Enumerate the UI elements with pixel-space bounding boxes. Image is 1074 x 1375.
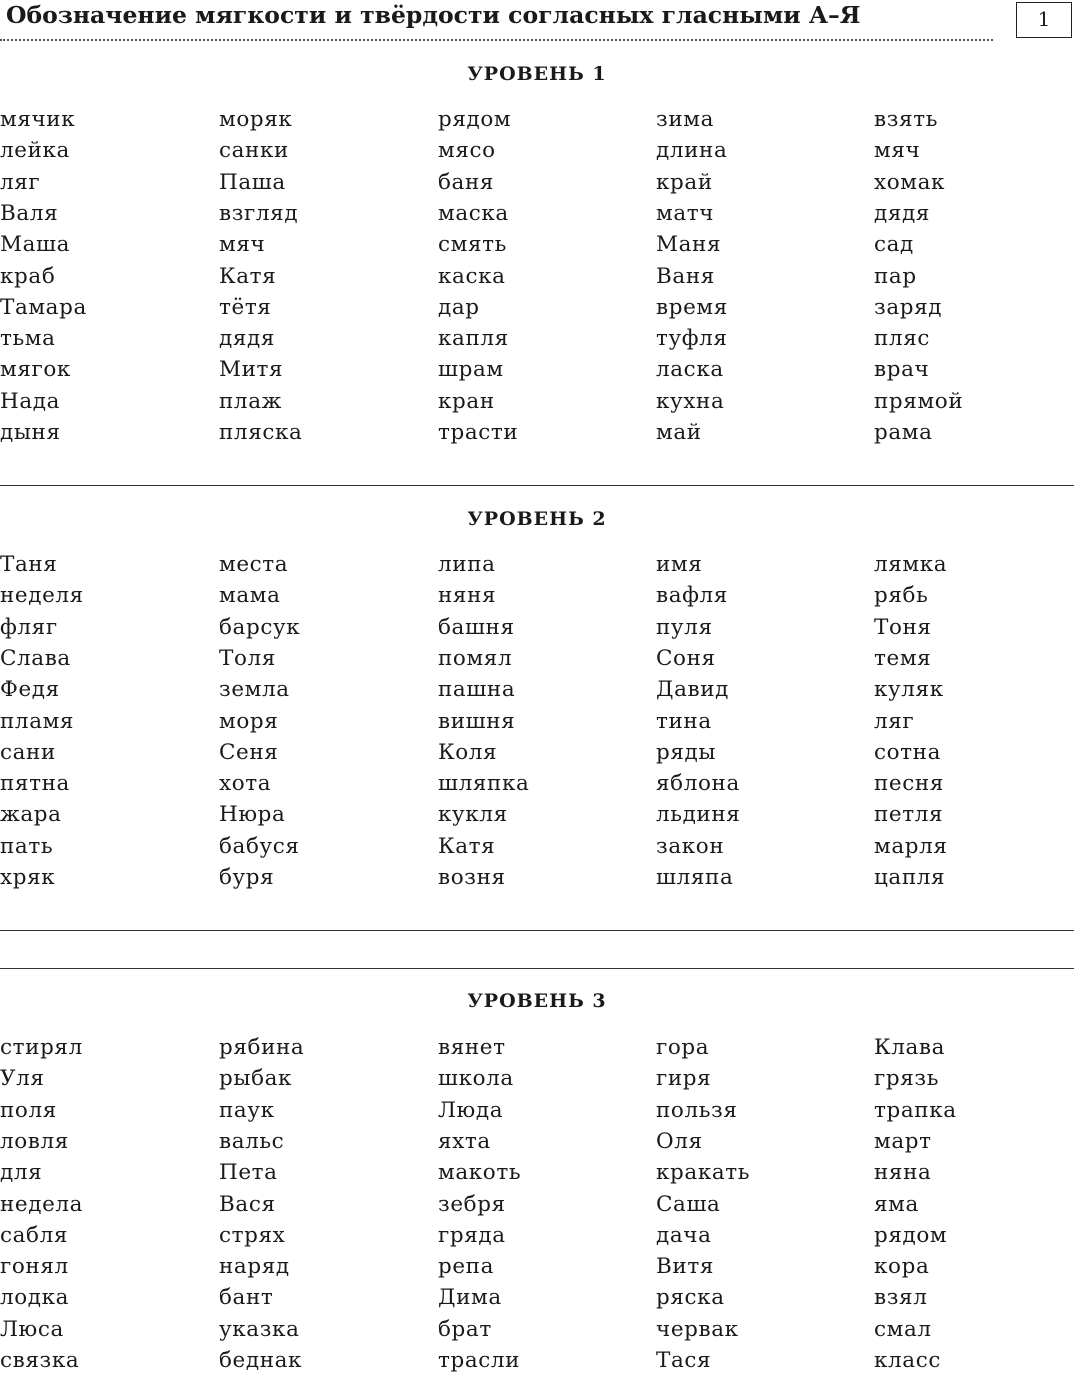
word-item: Слава (0, 645, 71, 671)
word-item: льдиня (656, 802, 741, 828)
word-item: тина (656, 708, 712, 734)
word-item: Катя (438, 833, 496, 859)
word-item: зима (656, 107, 714, 132)
word-item: взгляд (219, 200, 299, 226)
title-dotted-rule (0, 39, 993, 41)
word-item: пашна (438, 677, 516, 703)
word-item: гиря (656, 1066, 712, 1092)
word-item: дача (656, 1222, 712, 1248)
word-item: песня (874, 771, 944, 797)
word-item: Оля (656, 1128, 703, 1154)
word-item: каска (438, 263, 506, 289)
word-item: рябина (219, 1035, 305, 1060)
level-3-heading: УРОВЕНЬ 3 (467, 990, 607, 1012)
word-item: марля (874, 833, 948, 859)
word-item: ряды (656, 739, 717, 765)
word-item: длина (656, 138, 728, 164)
word-item: темя (874, 645, 932, 671)
word-item: Нюра (219, 802, 286, 828)
word-item: башня (438, 614, 515, 640)
word-item: дар (438, 294, 480, 320)
word-item: ряска (656, 1285, 725, 1311)
word-item: имя (656, 552, 703, 577)
word-item: врач (874, 357, 930, 383)
word-item: кухна (656, 388, 725, 414)
level-1-heading: УРОВЕНЬ 1 (467, 63, 607, 85)
word-item: гора (656, 1035, 710, 1060)
word-item: туфля (656, 326, 728, 352)
word-item: червак (656, 1316, 739, 1342)
word-item: Валя (0, 200, 59, 226)
word-item: Люса (0, 1316, 64, 1342)
word-item: гонял (0, 1254, 69, 1280)
word-item: брат (438, 1316, 492, 1342)
word-item: макоть (438, 1160, 522, 1186)
word-item: Тася (656, 1348, 712, 1373)
word-item: няня (438, 583, 497, 609)
word-item: Сеня (219, 739, 279, 765)
word-item: пламя (0, 708, 75, 734)
word-item: для (0, 1160, 43, 1186)
word-item: Коля (438, 739, 498, 765)
word-item: стрях (219, 1222, 286, 1248)
word-item: куляк (874, 677, 944, 703)
section-divider (0, 968, 1074, 969)
word-item: Федя (0, 677, 60, 703)
word-item: рядом (438, 107, 512, 132)
word-item: неделя (0, 583, 84, 609)
word-item: шляпа (656, 865, 734, 890)
section-divider (0, 930, 1074, 931)
word-item: рама (874, 420, 933, 445)
word-item: хряк (0, 865, 56, 890)
word-item: недела (0, 1191, 84, 1217)
section-divider (0, 485, 1074, 486)
word-item: Маня (656, 232, 722, 258)
word-item: смал (874, 1316, 932, 1342)
word-item: пать (0, 833, 54, 859)
word-item: лямка (874, 552, 948, 577)
word-item: возня (438, 865, 506, 890)
word-item: трапка (874, 1097, 957, 1123)
word-item: дядя (874, 200, 931, 226)
word-item: матч (656, 200, 715, 226)
word-item: трасли (438, 1348, 521, 1373)
word-item: Маша (0, 232, 71, 258)
word-item: мяч (219, 232, 266, 258)
word-item: беднак (219, 1348, 303, 1373)
word-item: баня (438, 169, 495, 195)
word-item: наряд (219, 1254, 290, 1280)
word-item: буря (219, 865, 275, 890)
word-item: взять (874, 107, 938, 132)
word-item: Клава (874, 1035, 946, 1060)
word-item: шрам (438, 357, 504, 383)
word-item: Вася (219, 1191, 276, 1217)
word-item: связка (0, 1348, 80, 1373)
word-item: пользя (656, 1097, 738, 1123)
word-item: пляс (874, 326, 930, 352)
word-item: пуля (656, 614, 713, 640)
word-item: гряда (438, 1222, 506, 1248)
word-item: взял (874, 1285, 928, 1311)
word-item: трасти (438, 420, 519, 445)
word-item: зебря (438, 1191, 506, 1217)
word-item: край (656, 169, 713, 195)
word-item: сад (874, 232, 914, 258)
word-item: прямой (874, 388, 964, 414)
word-item: март (874, 1128, 932, 1154)
word-item: лодка (0, 1285, 70, 1311)
word-item: пар (874, 263, 917, 289)
word-item: ляг (874, 708, 915, 734)
word-item: фляг (0, 614, 58, 640)
word-item: яхта (438, 1128, 491, 1154)
word-item: рядом (874, 1222, 948, 1248)
word-item: земла (219, 677, 290, 703)
page-title: Обозначение мягкости и твёрдости согласных гласными А–Я (6, 1, 861, 29)
word-item: Витя (656, 1254, 714, 1280)
page-header (0, 0, 1074, 42)
word-item: пятна (0, 771, 70, 797)
word-item: няна (874, 1160, 932, 1186)
word-item: ловля (0, 1128, 69, 1154)
word-item: заряд (874, 294, 943, 320)
word-item: указка (219, 1316, 300, 1342)
word-item: Люда (438, 1097, 504, 1123)
word-item: поля (0, 1097, 57, 1123)
word-item: Нада (0, 388, 61, 414)
page-number: 1 (1016, 2, 1072, 38)
word-item: школа (438, 1066, 514, 1092)
word-item: рыбак (219, 1066, 293, 1092)
word-item: Паша (219, 169, 286, 195)
word-item: моряк (219, 107, 293, 132)
word-item: Дима (438, 1285, 502, 1311)
word-item: май (656, 420, 702, 445)
word-item: сотна (874, 739, 942, 765)
word-item: закон (656, 833, 725, 859)
word-item: хомак (874, 169, 946, 195)
word-item: ляг (0, 169, 41, 195)
word-item: капля (438, 326, 509, 352)
word-item: жара (0, 802, 62, 828)
word-item: паук (219, 1097, 275, 1123)
word-item: класс (874, 1348, 941, 1373)
word-item: липа (438, 552, 496, 577)
word-item: время (656, 294, 728, 320)
word-item: кора (874, 1254, 930, 1280)
word-item: моря (219, 708, 279, 734)
word-item: мясо (438, 138, 496, 164)
word-item: мама (219, 583, 281, 609)
word-item: вафля (656, 583, 728, 609)
word-item: санки (219, 138, 289, 164)
word-item: кракать (656, 1160, 751, 1186)
word-item: Соня (656, 645, 716, 671)
word-item: яблона (656, 771, 740, 797)
word-item: Катя (219, 263, 277, 289)
word-item: плаж (219, 388, 282, 414)
word-item: петля (874, 802, 944, 828)
word-item: ласка (656, 357, 724, 383)
word-item: Саша (656, 1191, 721, 1217)
word-item: яма (874, 1191, 919, 1217)
word-item: вишня (438, 708, 516, 734)
word-item: кукля (438, 802, 508, 828)
word-item: лейка (0, 138, 70, 164)
word-item: бабуся (219, 833, 300, 859)
word-item: мяч (874, 138, 921, 164)
word-item: цапля (874, 865, 946, 890)
word-item: рябь (874, 583, 929, 609)
level-2-heading: УРОВЕНЬ 2 (467, 508, 607, 530)
word-item: Уля (0, 1066, 45, 1092)
word-item: тётя (219, 294, 272, 320)
word-item: грязь (874, 1066, 940, 1092)
word-item: мягок (0, 357, 71, 383)
word-item: вальс (219, 1128, 285, 1154)
word-item: сани (0, 739, 56, 765)
word-item: репа (438, 1254, 495, 1280)
word-item: смять (438, 232, 507, 258)
word-item: Толя (219, 645, 276, 671)
word-item: краб (0, 263, 56, 289)
word-item: сабля (0, 1222, 69, 1248)
word-item: Таня (0, 552, 58, 577)
word-item: помял (438, 645, 513, 671)
word-item: Ваня (656, 263, 715, 289)
word-item: тьма (0, 326, 56, 352)
word-item: шляпка (438, 771, 530, 797)
word-item: дыня (0, 420, 61, 445)
word-item: Тоня (874, 614, 932, 640)
word-item: кран (438, 388, 495, 414)
word-item: мячик (0, 107, 76, 132)
word-item: дядя (219, 326, 276, 352)
word-item: вянет (438, 1035, 506, 1060)
word-item: стирял (0, 1035, 83, 1060)
word-item: бант (219, 1285, 274, 1311)
word-item: места (219, 552, 289, 577)
word-item: пляска (219, 420, 303, 445)
word-item: маска (438, 200, 509, 226)
word-item: Митя (219, 357, 284, 383)
word-item: Пета (219, 1160, 278, 1186)
word-item: Давид (656, 677, 729, 703)
word-item: хота (219, 771, 272, 797)
word-item: Тамара (0, 294, 87, 320)
word-item: барсук (219, 614, 301, 640)
